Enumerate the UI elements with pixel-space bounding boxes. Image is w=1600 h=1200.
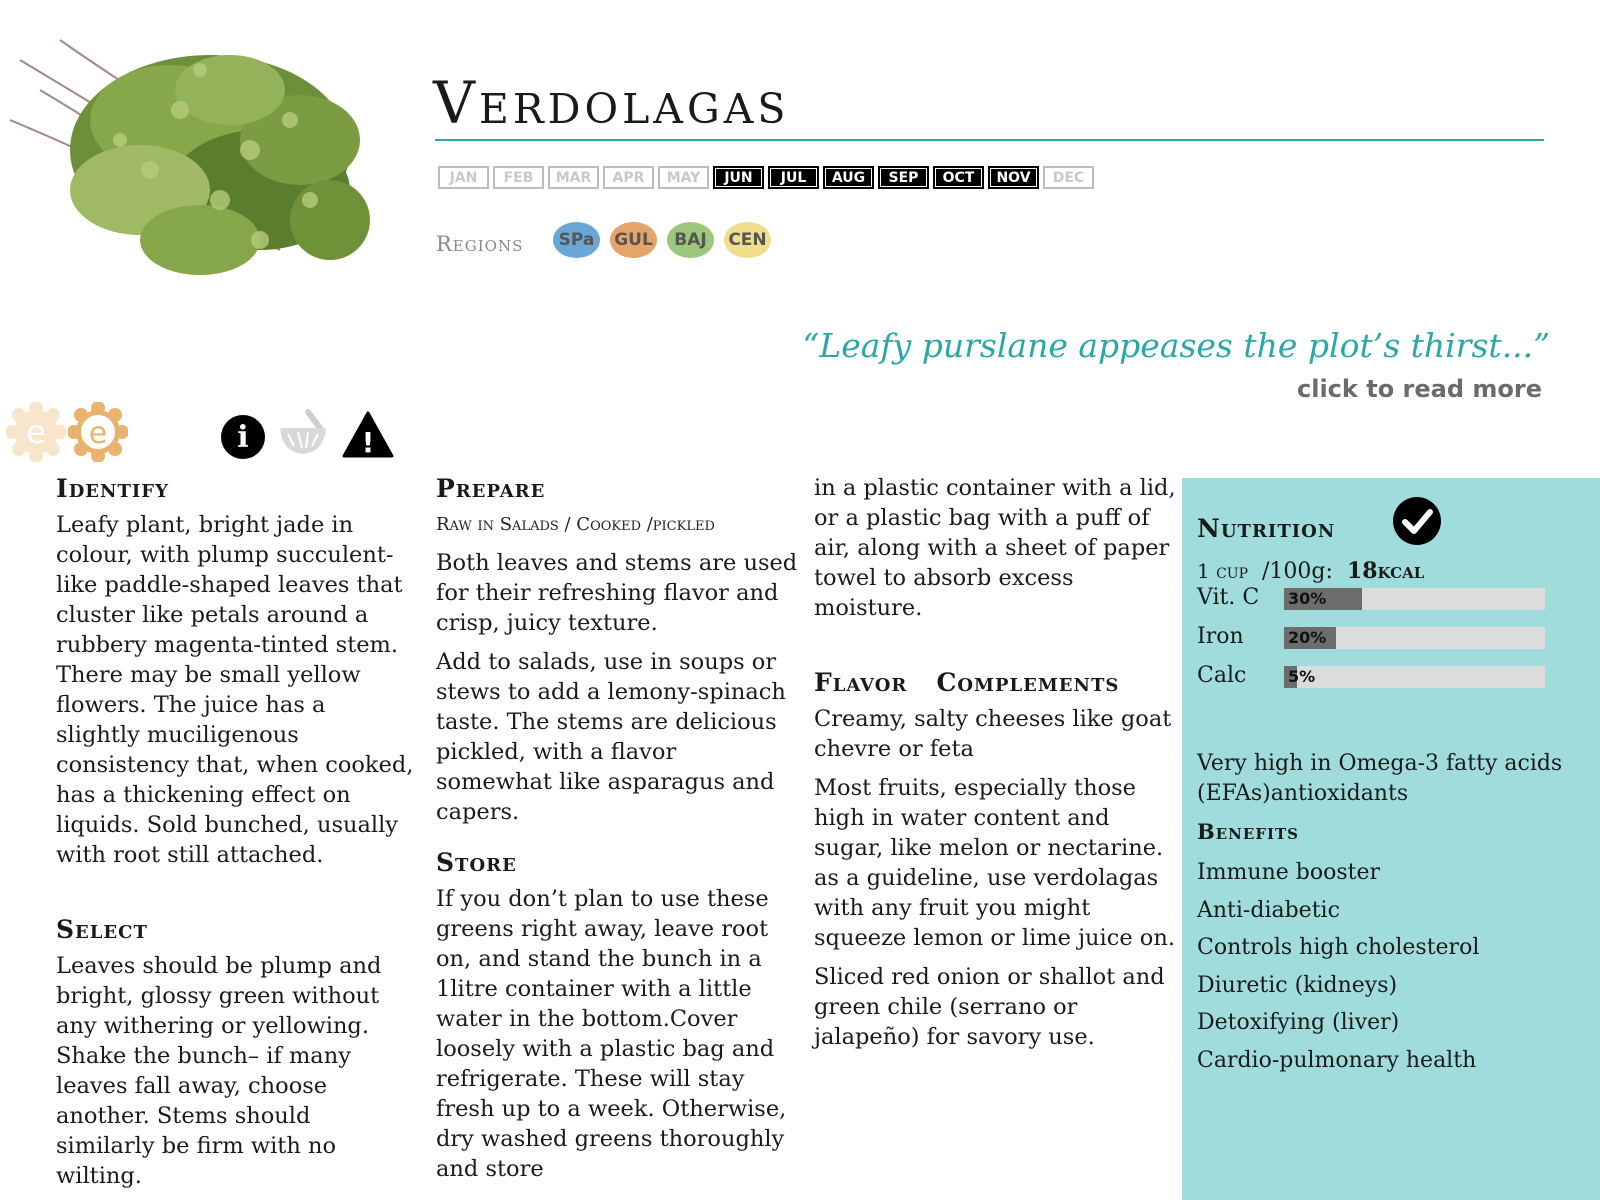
region-badge-baj[interactable]: BAJ [667, 222, 714, 258]
nutrient-name: Calc [1197, 663, 1247, 688]
region-badge-spa[interactable]: SPa [553, 222, 600, 258]
benefit-item: Diuretic (kidneys) [1197, 972, 1398, 998]
select-heading: Select [56, 915, 148, 944]
benefit-item: Immune booster [1197, 860, 1381, 885]
flavor-paragraph: Most fruits, especially those high in water content and sugar, like melon or nectarine. as a guideline, use verdolagas with any fruit you might squeeze lemon or lime juice on. [814, 775, 1175, 951]
prepare-paragraph: Both leaves and stems are used for their refreshing flavor and crisp, juicy texture. [436, 550, 798, 636]
benefits-heading: Benefits [1197, 819, 1299, 844]
store-text: If you don’t plan to use these greens right away, leave root on, and stand the bunch in a 1litre container with a little water in the bottom.Cover loosely with a plastic bag and refrigerate. These will stay fresh up to a week. Otherwise, dry washed greens thoroughly and store [436, 886, 787, 1182]
nutrition-note: Very high in Omega-3 fatty acids (EFAs)antioxidants [1197, 751, 1563, 806]
month-nov: NOV [988, 166, 1039, 189]
nutrition-panel [1182, 478, 1600, 1200]
read-more-link[interactable]: click to read more [1297, 375, 1542, 403]
month-oct: OCT [933, 166, 984, 189]
nutrient-percent: 5% [1288, 667, 1316, 686]
region-badges [553, 222, 771, 258]
eco-faded-letter: e [26, 413, 46, 451]
prepare-subheading: Raw in Salads / Cooked /pickled [436, 514, 715, 535]
region-badge-gul[interactable]: GUL [610, 222, 657, 258]
warning-icon[interactable] [342, 410, 394, 460]
benefit-item: Detoxifying (liver) [1197, 1010, 1400, 1035]
serving-size: 1 cup [1197, 559, 1249, 583]
nutrient-bar [1284, 666, 1545, 688]
info-icon[interactable] [218, 412, 268, 462]
kcal-unit: kcal [1377, 558, 1425, 584]
month-feb: FEB [493, 166, 544, 189]
identify-text: Leafy plant, bright jade in colour, with plump succulent-like paddle-shaped leaves that cluster like petals around a rubbery magenta-tinted stem. There may be small yellow flowers. The juice has a slightly muciligenous consistency that, when cooked, has a thickening effect on liquids. Sold bunched, usually with root still attached. [56, 512, 414, 868]
kcal-value: 18 [1346, 558, 1378, 584]
benefit-item: Anti-diabetic [1197, 897, 1340, 923]
flavor-paragraph: Sliced red onion or shallot and green chile (serrano or jalapeño) for savory use. [814, 964, 1165, 1050]
store-heading: Store [436, 848, 517, 877]
verdolagas-photo [0, 0, 404, 318]
month-jul: JUL [768, 166, 819, 189]
season-calendar [438, 166, 1094, 189]
month-dec: DEC [1043, 166, 1094, 189]
column-identify-select [56, 474, 416, 1200]
page-title: Verdolagas [433, 69, 790, 137]
flavor-heading: Flavor Complements [814, 668, 1120, 697]
eco-letter: e [88, 416, 108, 451]
month-may: MAY [658, 166, 709, 189]
region-badge-cen[interactable]: CEN [724, 222, 771, 258]
nutrient-bar [1284, 627, 1545, 649]
prepare-heading: Prepare [436, 474, 546, 503]
select-text: Leaves should be plump and bright, glossy green without any withering or yellowing. Shake the bunch– if many leaves fall away, choose another. Stems should similarly be firm with no wilting. [56, 953, 382, 1189]
nutrient-percent: 30% [1288, 589, 1327, 608]
mortar-pestle-icon [276, 408, 330, 460]
month-sep: SEP [878, 166, 929, 189]
warning-symbol: ! [361, 426, 375, 459]
flavor-paragraph: Creamy, salty cheeses like goat chevre or feta [814, 706, 1172, 762]
title-divider [435, 139, 1544, 141]
regions-label: Regions [436, 232, 524, 256]
store-continued-text: in a plastic container with a lid, or a plastic bag with a puff of air, along with a sheet of paper towel to absorb excess moisture. [814, 475, 1176, 621]
nutrient-name: Vit. C [1197, 585, 1260, 610]
checkmark-icon [1392, 496, 1442, 546]
month-aug: AUG [823, 166, 874, 189]
benefit-item: Cardio-pulmonary health [1197, 1047, 1477, 1073]
nutrient-name: Iron [1197, 624, 1244, 649]
eco-icon[interactable] [68, 402, 128, 462]
pull-quote[interactable]: “Leafy purslane appeases the plot’s thirst...” [802, 326, 1550, 365]
identify-heading: Identify [56, 474, 169, 503]
eco-faded-icon [6, 402, 66, 462]
nutrition-heading: Nutrition [1197, 514, 1336, 543]
nutrient-percent: 20% [1288, 628, 1327, 647]
serving-per: /100g: [1262, 559, 1333, 584]
info-letter: i [237, 420, 249, 455]
nutrient-bar [1284, 588, 1545, 610]
prepare-paragraph: Add to salads, use in soups or stews to add a lemony-spinach taste. The stems are delicious pickled, with a flavor somewhat like asparagus and capers. [436, 649, 786, 825]
month-jun: JUN [713, 166, 764, 189]
column-store-flavor [814, 473, 1178, 1061]
month-apr: APR [603, 166, 654, 189]
column-prepare-store [436, 474, 798, 1193]
month-mar: MAR [548, 166, 599, 189]
benefit-item: Controls high cholesterol [1197, 935, 1480, 960]
month-jan: JAN [438, 166, 489, 189]
